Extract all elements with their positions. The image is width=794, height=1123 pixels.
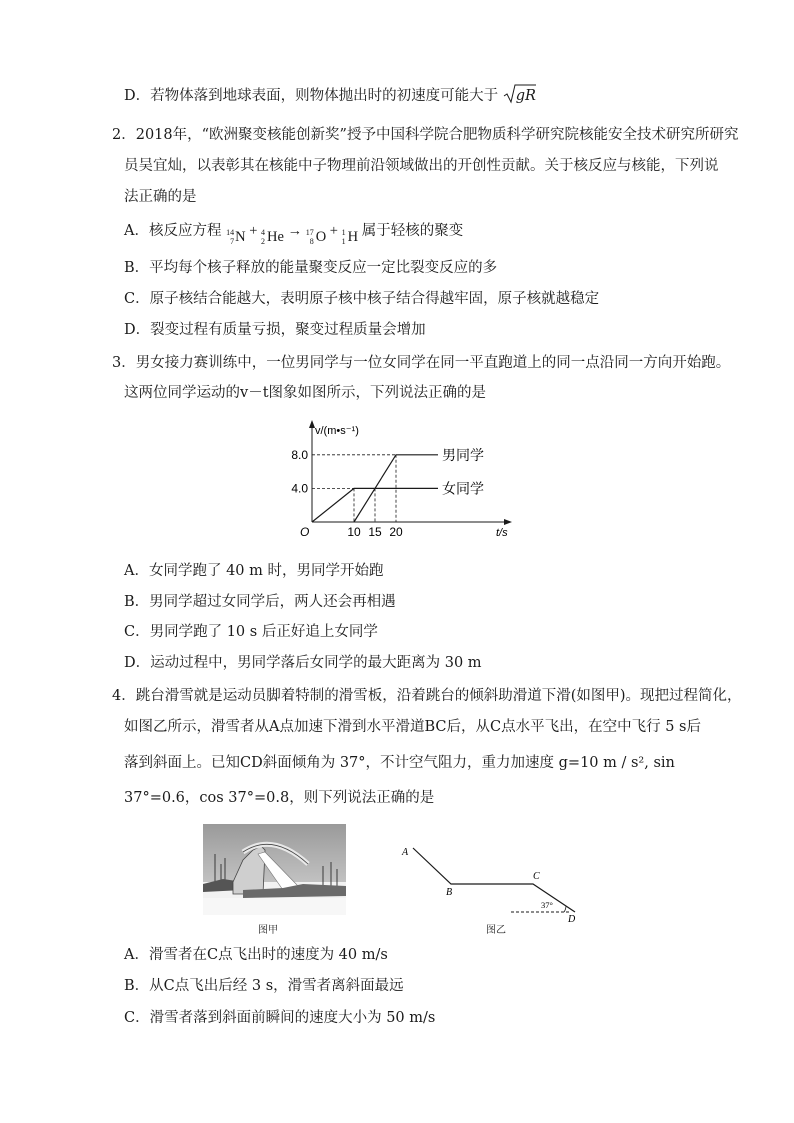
- q1-option-d-text: D．若物体落到地球表面，则物体抛出时的初速度可能大于: [124, 88, 499, 104]
- x-axis-arrow-icon: [504, 519, 512, 525]
- label-b: B: [446, 887, 453, 898]
- q3-option-b: B．男同学超过女同学后，两人还会再相遇: [124, 594, 396, 610]
- figure-a-caption: 图甲: [258, 925, 278, 936]
- label-d: D: [568, 914, 576, 925]
- q3-stem-line-2: 这两位同学运动的v－t图象如图所示，下列说法正确的是: [124, 385, 487, 401]
- o-symbol: O: [315, 229, 327, 245]
- label-a: A: [402, 847, 409, 858]
- q3-option-d: D．运动过程中，男同学落后女同学的最大距离为 30 m: [124, 655, 482, 671]
- q4-option-a: A．滑雪者在C点飞出时的速度为 40 m/s: [124, 947, 388, 963]
- q2-option-a-suffix: 属于轻核的聚变: [361, 223, 464, 239]
- ski-jump-photo-drawing: [203, 824, 346, 915]
- q3-option-c: C．男同学跑了 10 s 后正好追上女同学: [124, 624, 378, 640]
- vt-chart: [290, 418, 520, 543]
- q3-option-a: A．女同学跑了 40 m 时，男同学开始跑: [124, 563, 384, 579]
- o-number: 8: [309, 237, 314, 246]
- reaction-arrow-icon: →: [287, 223, 303, 239]
- q2-option-d: D．裂变过程有质量亏损，聚变过程质量会增加: [124, 322, 426, 338]
- n-symbol: N: [235, 229, 246, 245]
- n-number: 7: [230, 237, 235, 246]
- q2-option-a: [124, 221, 463, 247]
- nuclide-n: [226, 227, 245, 247]
- q2-option-c: C．原子核结合能越大，表明原子核中核子结合得越牢固，原子核就越稳定: [124, 291, 600, 307]
- q4-stem-line-4: 37°=0.6，cos 37°=0.8，则下列说法正确的是: [124, 790, 435, 806]
- x-tick-label: 15: [368, 525, 382, 539]
- y-axis-label: v/(m•s⁻¹): [315, 425, 359, 437]
- x-tick-label: 10: [347, 525, 361, 539]
- he-mass: 4: [261, 228, 266, 237]
- sqrt-expression: [503, 86, 536, 106]
- n-mass: 14: [226, 228, 235, 237]
- h-symbol: H: [347, 229, 359, 245]
- nuclide-o: [306, 227, 326, 247]
- o-mass: 17: [305, 228, 314, 237]
- q4-stem-line-1: 4．跳台滑雪就是运动员脚着特制的滑雪板，沿着跳台的倾斜助滑道下滑(如图甲)。现把过程简化，: [112, 688, 742, 704]
- track-diagram: [395, 835, 585, 930]
- nuclide-h: [342, 227, 358, 247]
- he-symbol: He: [267, 229, 284, 245]
- q3-stem-line-1: 3．男女接力赛训练中，一位男同学与一位女同学在同一平直跑道上的同一点沿同一方向开始跑。: [112, 355, 731, 371]
- series-label-male: 男同学: [442, 447, 484, 464]
- q4-option-b: B．从C点飞出后经 3 s，滑雪者离斜面最远: [124, 978, 404, 994]
- origin-label: O: [300, 525, 310, 539]
- q4-stem-line-3: 落到斜面上。已知CD斜面倾角为 37°，不计空气阻力，重力加速度 g=10 m / s², sin: [124, 755, 675, 771]
- x-tick-label: 20: [389, 525, 403, 539]
- y-tick-label: 8.0: [291, 447, 308, 462]
- he-number: 2: [261, 237, 266, 246]
- x-axis-label: t/s: [496, 527, 508, 539]
- label-c: C: [533, 871, 540, 882]
- q1-option-d: [124, 86, 536, 106]
- sqrt-radicand: gR: [515, 88, 536, 104]
- q4-stem-line-2: 如图乙所示，滑雪者从A点加速下滑到水平滑道BC后，从C点水平飞出，在空中飞行 5 s后: [124, 719, 701, 735]
- nuclear-equation: 14 7 N + 4 2 He → 17 8 O + 1 1 H: [226, 223, 359, 246]
- figure-b-caption: 图乙: [486, 925, 506, 936]
- nuclide-he: [261, 227, 284, 247]
- series-label-female: 女同学: [442, 481, 484, 498]
- q2-stem-line-2: 员吴宜灿，以表彰其在核能中子物理前沿领域做出的开创性贡献。关于核反应与核能，下列说: [124, 158, 719, 174]
- q2-option-a-prefix: A．核反应方程: [124, 223, 222, 239]
- angle-arc: [564, 906, 566, 912]
- ski-jump-photo: [203, 824, 346, 915]
- y-tick-label: 4.0: [291, 481, 308, 496]
- q2-stem-line-1: 2．2018年，“欧洲聚变核能创新奖”授予中国科学院合肥物质科学研究院核能安全技术研究所研究: [112, 127, 739, 143]
- angle-label: 37°: [541, 900, 553, 910]
- q4-option-c: C．滑雪者落到斜面前瞬间的速度大小为 50 m/s: [124, 1010, 436, 1026]
- q2-option-b: B．平均每个核子释放的能量聚变反应一定比裂变反应的多: [124, 260, 498, 276]
- h-number: 1: [341, 237, 346, 246]
- q2-stem-line-3: 法正确的是: [124, 189, 197, 205]
- h-mass: 1: [341, 228, 346, 237]
